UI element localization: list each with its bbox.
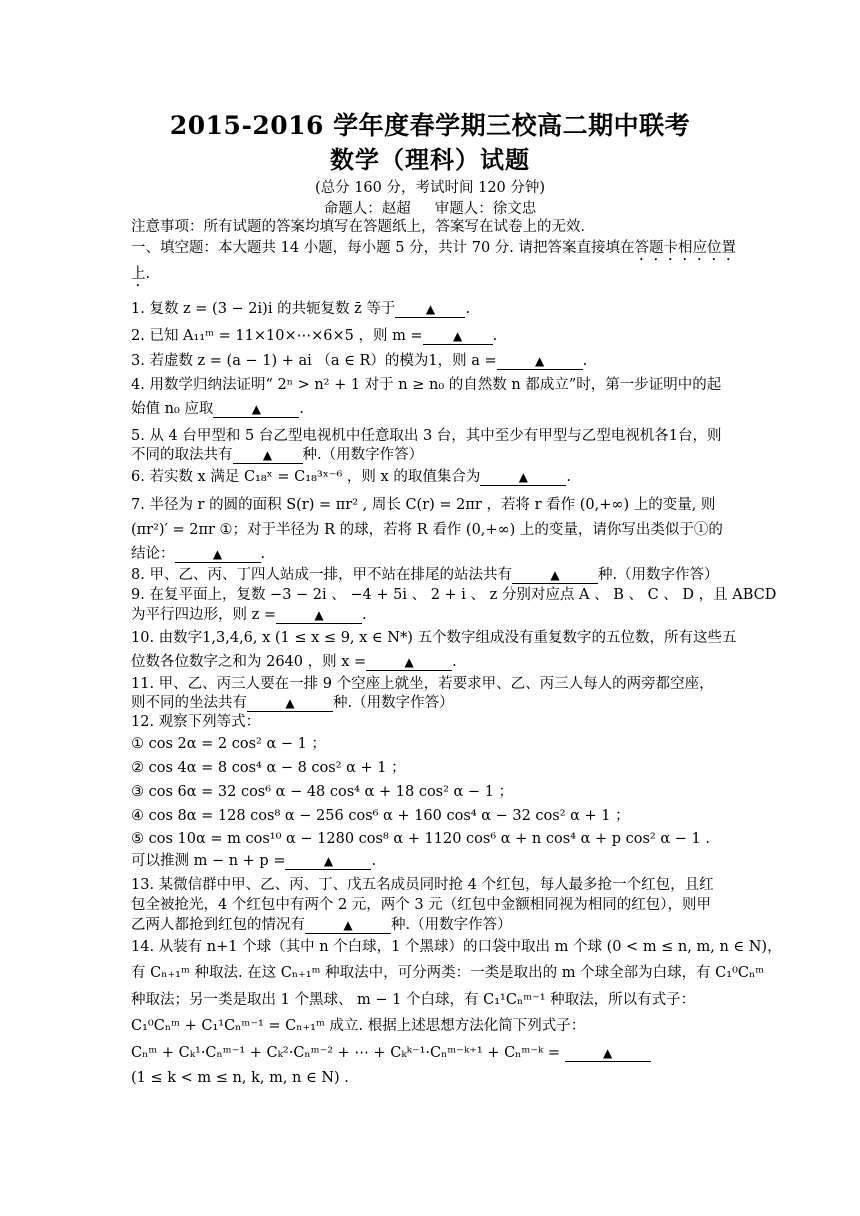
- question-14-cont-2: 种取法；另一类是取出 1 个黑球、 m − 1 个白球，有 C₁¹Cₙᵐ⁻¹ 种取法，所以有式子：: [131, 992, 696, 1008]
- section-instructions: 一、填空题：本大题共 14 小题，每小题 5 分，共计 70 分. 请把答案直接填在答题卡相应位置上.: [131, 240, 736, 282]
- answer-blank[interactable]: ▲: [276, 608, 362, 624]
- question-7-answer: 结论： ▲ .: [131, 546, 266, 562]
- answer-blank[interactable]: ▲: [480, 470, 566, 486]
- question-14-cont-1: 有 Cₙ₊₁ᵐ 种取法. 在这 Cₙ₊₁ᵐ 种取法中，可分两类：一类是取出的 m 个球全部为白球，有 C₁⁰Cₙᵐ: [131, 965, 765, 981]
- question-1: 1. 复数 z = (3 − 2i)i 的共轭复数 z̄ 等于 ▲ .: [131, 301, 471, 317]
- question-14-expression: Cₙᵐ + Cₖ¹·Cₙᵐ⁻¹ + Cₖ²·Cₙᵐ⁻² + ⋯ + Cₖᵏ⁻¹·Cₙᵐ⁻ᵏ⁺¹ + Cₙᵐ⁻ᵏ = ▲: [131, 1043, 737, 1063]
- notice: 注意事项：所有试题的答案均填写在答题纸上，答案写在试卷上的无效．: [131, 219, 595, 235]
- question-7-cont: (πr²)′ = 2πr ①；对于半径为 R 的球，若将 R 看作 (0,+∞) 上的变量，请你写出类似于①的: [131, 522, 723, 538]
- identity-1: ① cos 2α = 2 cos² α − 1 ；: [131, 736, 326, 752]
- question-9-cont: 为平行四边形，则 z = ▲ .: [131, 607, 367, 623]
- identity-4: ④ cos 8α = 128 cos⁸ α − 256 cos⁶ α + 160 cos⁴ α − 32 cos² α + 1 ；: [131, 808, 630, 824]
- question-11: 11. 甲、乙、丙三人要在一排 9 个空座上就坐，若要求甲、乙、丙三人每人的两旁都空座，: [131, 676, 714, 692]
- reviewer: 审题人：徐文忠: [434, 201, 537, 217]
- exam-score-time: (总分 160 分，考试时间 120 分钟): [314, 180, 546, 196]
- question-10-cont: 位数各位数字之和为 2640 ，则 x = ▲ .: [131, 654, 457, 670]
- question-5: 5. 从 4 台甲型和 5 台乙型电视机中任意取出 3 台，其中至少有甲型与乙型电视机各1台，则: [131, 428, 722, 444]
- answer-blank[interactable]: ▲: [305, 918, 391, 934]
- question-10: 10. 由数字1,3,4,6, x (1 ≤ x ≤ 9, x ∈ N*) 五个数字组成没有重复数字的五位数，所有这些五: [131, 630, 737, 646]
- question-12-ask: 可以推测 m − n + p = ▲ .: [131, 853, 377, 869]
- answer-blank[interactable]: ▲: [285, 854, 371, 870]
- question-5-cont: 不同的取法共有 ▲ 种.（用数字作答）: [131, 447, 424, 463]
- answer-blank[interactable]: ▲: [233, 448, 303, 464]
- question-13-cont: 包全被抢光，4 个红包中有两个 2 元，两个 3 元（红包中金额相同视为相同的红包），则甲: [131, 897, 711, 913]
- exam-authors: [0, 197, 860, 218]
- question-12: 12. 观察下列等式：: [131, 714, 261, 730]
- exam-title: 2015-2016 学年度春学期三校高二期中联考: [169, 111, 691, 140]
- question-6: 6. 若实数 x 满足 C₁₈ˣ = C₁₈³ˣ⁻⁶ ，则 x 的取值集合为 ▲ .: [131, 469, 571, 485]
- question-14: 14. 从装有 n+1 个球（其中 n 个白球，1 个黑球）的口袋中取出 m 个球 (0 < m ≤ n, m, n ∈ N)，: [131, 939, 782, 955]
- exam-subject-title: 数学（理科）试题: [330, 145, 530, 174]
- answer-blank[interactable]: ▲: [247, 696, 333, 712]
- identity-5: ⑤ cos 10α = m cos¹⁰ α − 1280 cos⁸ α + 1120 cos⁶ α + n cos⁴ α + p cos² α − 1 .: [131, 831, 710, 847]
- answer-blank[interactable]: ▲: [213, 402, 299, 418]
- question-13-ask: 乙两人都抢到红包的情况有 ▲ 种.（用数字作答）: [131, 917, 512, 933]
- answer-blank[interactable]: ▲: [565, 1046, 651, 1062]
- question-14-conditions: (1 ≤ k < m ≤ n, k, m, n ∈ N) .: [131, 1070, 349, 1086]
- answer-blank[interactable]: ▲: [512, 568, 598, 584]
- question-4-cont: 始值 n₀ 应取 ▲ .: [131, 401, 304, 417]
- question-7: 7. 半径为 r 的圆的面积 S(r) = πr² , 周长 C(r) = 2πr ，若将 r 看作 (0,+∞) 上的变量, 则: [131, 497, 716, 513]
- question-14-cont-3: C₁⁰Cₙᵐ + C₁¹Cₙᵐ⁻¹ = Cₙ₊₁ᵐ 成立. 根据上述思想方法化简下列式子：: [131, 1018, 586, 1034]
- emphasis-text: 答题卡相应位置上: [131, 240, 736, 282]
- question-13: 13. 某微信群中甲、乙、丙、丁、戊五名成员同时抢 4 个红包，每人最多抢一个红包，且红: [131, 877, 714, 893]
- question-8: 8. 甲、乙、丙、丁四人站成一排，甲不站在排尾的站法共有 ▲ 种.（用数字作答）: [131, 567, 719, 583]
- answer-blank[interactable]: ▲: [423, 329, 493, 345]
- answer-blank[interactable]: ▲: [366, 655, 452, 671]
- setter: 命题人：赵超: [323, 201, 411, 217]
- answer-blank[interactable]: ▲: [395, 302, 465, 318]
- question-9: 9. 在复平面上，复数 −3 − 2i 、 −4 + 5i 、 2 + i 、 z 分别对应点 A 、 B 、 C 、 D ，且 ABCD: [131, 587, 777, 603]
- identity-3: ③ cos 6α = 32 cos⁶ α − 48 cos⁴ α + 18 cos² α − 1 ；: [131, 784, 514, 800]
- question-11-cont: 则不同的坐法共有 ▲ 种.（用数字作答）: [131, 695, 454, 711]
- question-4: 4. 用数学归纳法证明“ 2ⁿ > n² + 1 对于 n ≥ n₀ 的自然数 n 都成立”时，第一步证明中的起: [131, 377, 722, 393]
- question-2: 2. 已知 A₁₁ᵐ = 11×10×⋯×6×5 ，则 m = ▲ .: [131, 328, 498, 344]
- answer-blank[interactable]: ▲: [497, 354, 583, 370]
- answer-blank[interactable]: ▲: [175, 547, 261, 563]
- identity-2: ② cos 4α = 8 cos⁴ α − 8 cos² α + 1 ；: [131, 760, 406, 776]
- question-3: 3. 若虚数 z = (a − 1) + ai （a ∈ R）的模为1，则 a = ▲ .: [131, 353, 588, 369]
